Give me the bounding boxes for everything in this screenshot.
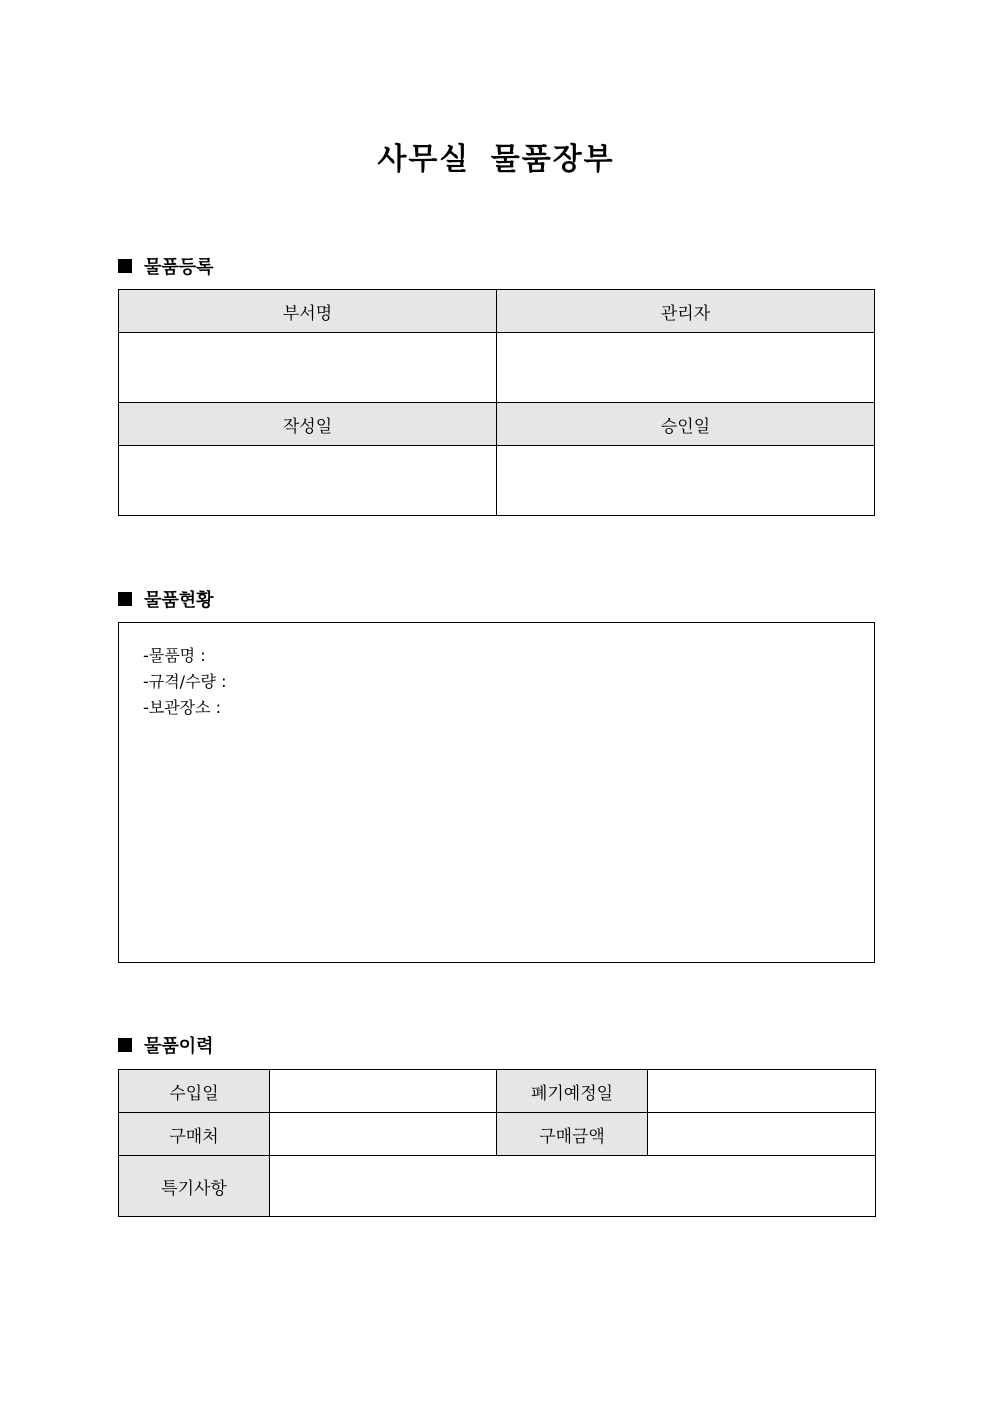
item-name-line: -물품명 : <box>143 646 206 665</box>
page-title: 사무실 물품장부 <box>377 142 615 177</box>
history-heading <box>118 1032 214 1058</box>
approved-date-label: 승인일 <box>497 403 875 446</box>
dept-field[interactable] <box>119 333 497 403</box>
notes-field[interactable] <box>270 1156 876 1217</box>
vendor-label: 구매처 <box>119 1113 270 1156</box>
received-date-field[interactable] <box>270 1070 497 1113</box>
purchase-amount-label: 구매금액 <box>497 1113 648 1156</box>
created-date-label: 작성일 <box>119 403 497 446</box>
notes-label: 특기사항 <box>119 1156 270 1217</box>
status-heading-label: 물품현황 <box>144 590 214 611</box>
manager-label: 관리자 <box>497 290 875 333</box>
received-date-label: 수입일 <box>119 1070 270 1113</box>
registration-heading-label: 물품등록 <box>144 257 214 278</box>
registration-table <box>118 289 875 516</box>
vendor-field[interactable] <box>270 1113 497 1156</box>
status-lines <box>143 643 226 721</box>
square-bullet-icon <box>118 592 132 606</box>
square-bullet-icon <box>118 1038 132 1052</box>
spec-quantity-line: -규격/수량 : <box>143 672 227 691</box>
history-table <box>118 1069 876 1217</box>
storage-location-line: -보관장소 : <box>143 698 222 717</box>
manager-field[interactable] <box>497 333 875 403</box>
square-bullet-icon <box>118 259 132 273</box>
registration-heading <box>118 253 214 279</box>
history-heading-label: 물품이력 <box>144 1036 214 1057</box>
approved-date-field[interactable] <box>497 446 875 516</box>
disposal-date-label: 폐기예정일 <box>497 1070 648 1113</box>
disposal-date-field[interactable] <box>648 1070 876 1113</box>
status-box[interactable] <box>118 622 875 963</box>
purchase-amount-field[interactable] <box>648 1113 876 1156</box>
dept-label: 부서명 <box>119 290 497 333</box>
status-heading <box>118 586 214 612</box>
created-date-field[interactable] <box>119 446 497 516</box>
